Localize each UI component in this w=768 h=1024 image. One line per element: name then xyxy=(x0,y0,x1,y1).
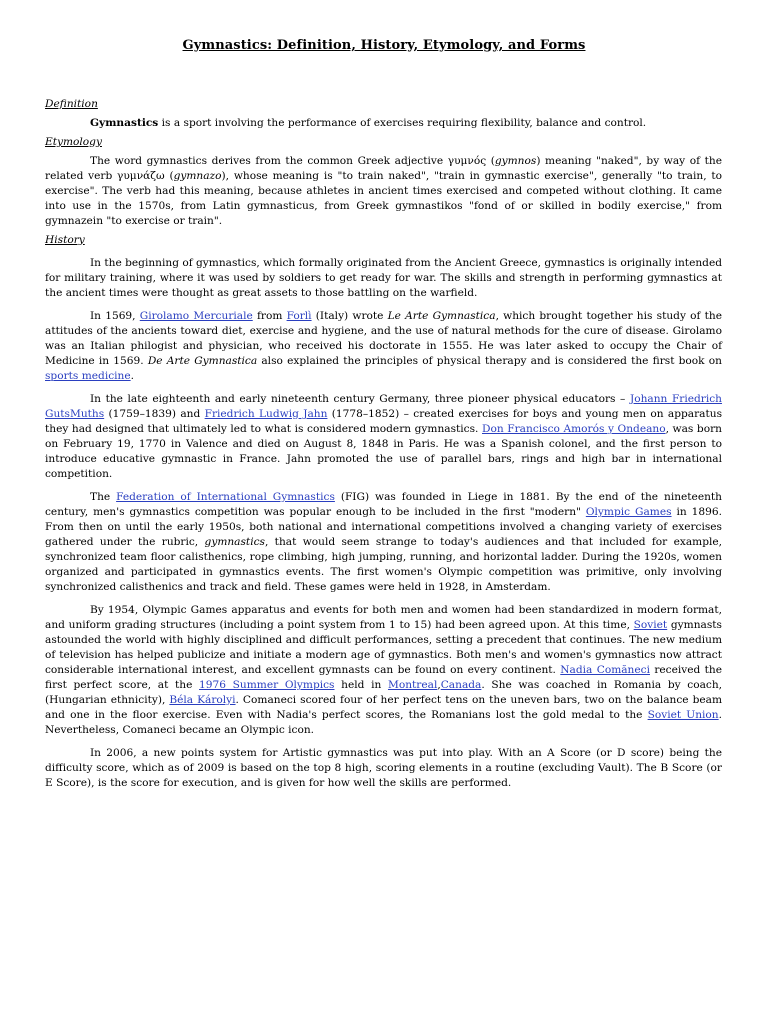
link-nadia-comaneci[interactable]: Nadia Comăneci xyxy=(560,664,650,676)
link-jahn[interactable]: Friedrich Ludwig Jahn xyxy=(204,408,328,420)
etymology-paragraph: The word gymnastics derives from the common Greek adjective γυμνός (gymnos) meaning "naked", by way of the related verb γυμνάζω (gymnazo), whose meaning is "to train naked", "train in gymnastic exercise", generally "to train, to exercise". The verb had this meaning, because athletes in ancient times exercised and competed without clothing. It came into use in the 1570s, from Latin gymnasticus, from Greek gymnastikos "fond of or skilled in bodily exercise," from gymnazein "to exercise or train". xyxy=(45,155,723,227)
history-paragraph-2: In 1569, Girolamo Mercuriale from Forlì (Italy) wrote Le Arte Gymnastica, which brought together his study of the attitudes of the ancients toward diet, exercise and hygiene, and the use of natural methods for the cure of disease. Girolamo was an Italian philogist and physician, who received his doctorate in 1555. He was later asked to occupy the Chair of Medicine in 1569. De Arte Gymnastica also explained the principles of physical therapy and is considered the first book on sports medicine. xyxy=(45,310,722,382)
definition-term: Gymnastics xyxy=(90,117,159,129)
link-amoros[interactable]: Don Francisco Amorós y Ondeano xyxy=(482,423,666,435)
link-1976-summer-olympics[interactable]: 1976 Summer Olympics xyxy=(199,679,335,691)
link-gutsmuths[interactable]: Johann Friedrich GutsMuths xyxy=(45,393,723,420)
link-soviet-union[interactable]: Soviet Union xyxy=(647,709,719,721)
history-paragraph-4: The Federation of International Gymnastics (FIG) was founded in Liege in 1881. By the end of the nineteenth century, men's gymnastics competition was popular enough to be included in the first "modern" Olympic Games in 1896. From then on until the early 1950s, both national and international competitions involved a changing variety of exercises gathered under the rubric, gymnastics, that would seem strange to today's audiences and that included for example, synchronized team floor calisthenics, rope climbing, high jumping, running, and horizontal ladder. During the 1920s, women organized and participated in gymnastics events. The first women's Olympic competition was primitive, only involving synchronized calisthenics and track and field. These games were held in 1928, in Amsterdam. xyxy=(45,491,723,593)
link-forli[interactable]: Forlì xyxy=(286,310,312,322)
definition-paragraph: Gymnastics is a sport involving the performance of exercises requiring flexibility, balance and control. xyxy=(90,117,647,129)
link-fig[interactable]: Federation of International Gymnastics xyxy=(116,491,335,503)
history-paragraph-5: By 1954, Olympic Games apparatus and events for both men and women had been standardized in modern format, and uniform grading structures (including a point system from 1 to 15) had been agreed upon. At this time, Soviet gymnasts astounded the world with highly disciplined and difficult performances, setting a precedent that continues. The new medium of television has helped publicize and initiate a modern age of gymnastics. Both men's and women's gymnastics now attract considerable international interest, and excellent gymnasts can be found on every continent. Nadia Comăneci received the first perfect score, at the 1976 Summer Olympics held in Montreal,Canada. She was coached in Romania by coach, (Hungarian ethnicity), Béla Károlyi. Comaneci scored four of her perfect tens on the uneven bars, two on the balance beam and one in the floor exercise. Even with Nadia's perfect scores, the Romanians lost the gold medal to the Soviet Union. Nevertheless, Comaneci became an Olympic icon. xyxy=(45,604,723,736)
link-canada[interactable]: Canada xyxy=(440,679,482,691)
history-paragraph-3: In the late eighteenth and early nineteenth century Germany, three pioneer physical educators – Johann Friedrich GutsMuths (1759–1839) and Friedrich Ludwig Jahn (1778–1852) – created exercises for boys and young men on apparatus they had designed that ultimately led to what is considered modern gymnastics. Don Francisco Amorós y Ondeano, was born on February 19, 1770 in Valence and died on August 8, 1848 in Paris. He was a Spanish colonel, and the first person to introduce educative gymnastic in France. Jahn promoted the use of parallel bars, rings and high bar in international competition. xyxy=(45,393,723,480)
link-soviet[interactable]: Soviet xyxy=(633,619,668,631)
definition-heading: Definition xyxy=(45,98,98,110)
etymology-heading: Etymology xyxy=(45,136,102,148)
document-body xyxy=(45,97,722,791)
link-bela-karolyi[interactable]: Béla Károlyi xyxy=(169,694,236,706)
document-title: Gymnastics: Definition, History, Etymology, and Forms xyxy=(182,38,586,53)
link-olympic-games[interactable]: Olympic Games xyxy=(585,506,672,518)
history-paragraph-6: In 2006, a new points system for Artistic gymnastics was put into play. With an A Score (or D score) being the difficulty score, which as of 2009 is based on the top 8 high, scoring elements in a routine (excluding Vault). The B Score (or E Score), is the score for execution, and is given for how well the skills are performed. xyxy=(45,747,722,789)
history-heading: History xyxy=(45,234,85,246)
history-paragraph-1: In the beginning of gymnastics, which formally originated from the Ancient Greece, gymnastics is originally intended for military training, where it was used by soldiers to get ready for war. The skills and strength in performing gymnastics at the ancient times were thought as great assets to those battling on the warfield. xyxy=(45,257,722,299)
link-montreal[interactable]: Montreal xyxy=(387,679,438,691)
link-girolamo-mercuriale[interactable]: Girolamo Mercuriale xyxy=(139,310,253,322)
link-sports-medicine[interactable]: sports medicine xyxy=(45,370,131,382)
